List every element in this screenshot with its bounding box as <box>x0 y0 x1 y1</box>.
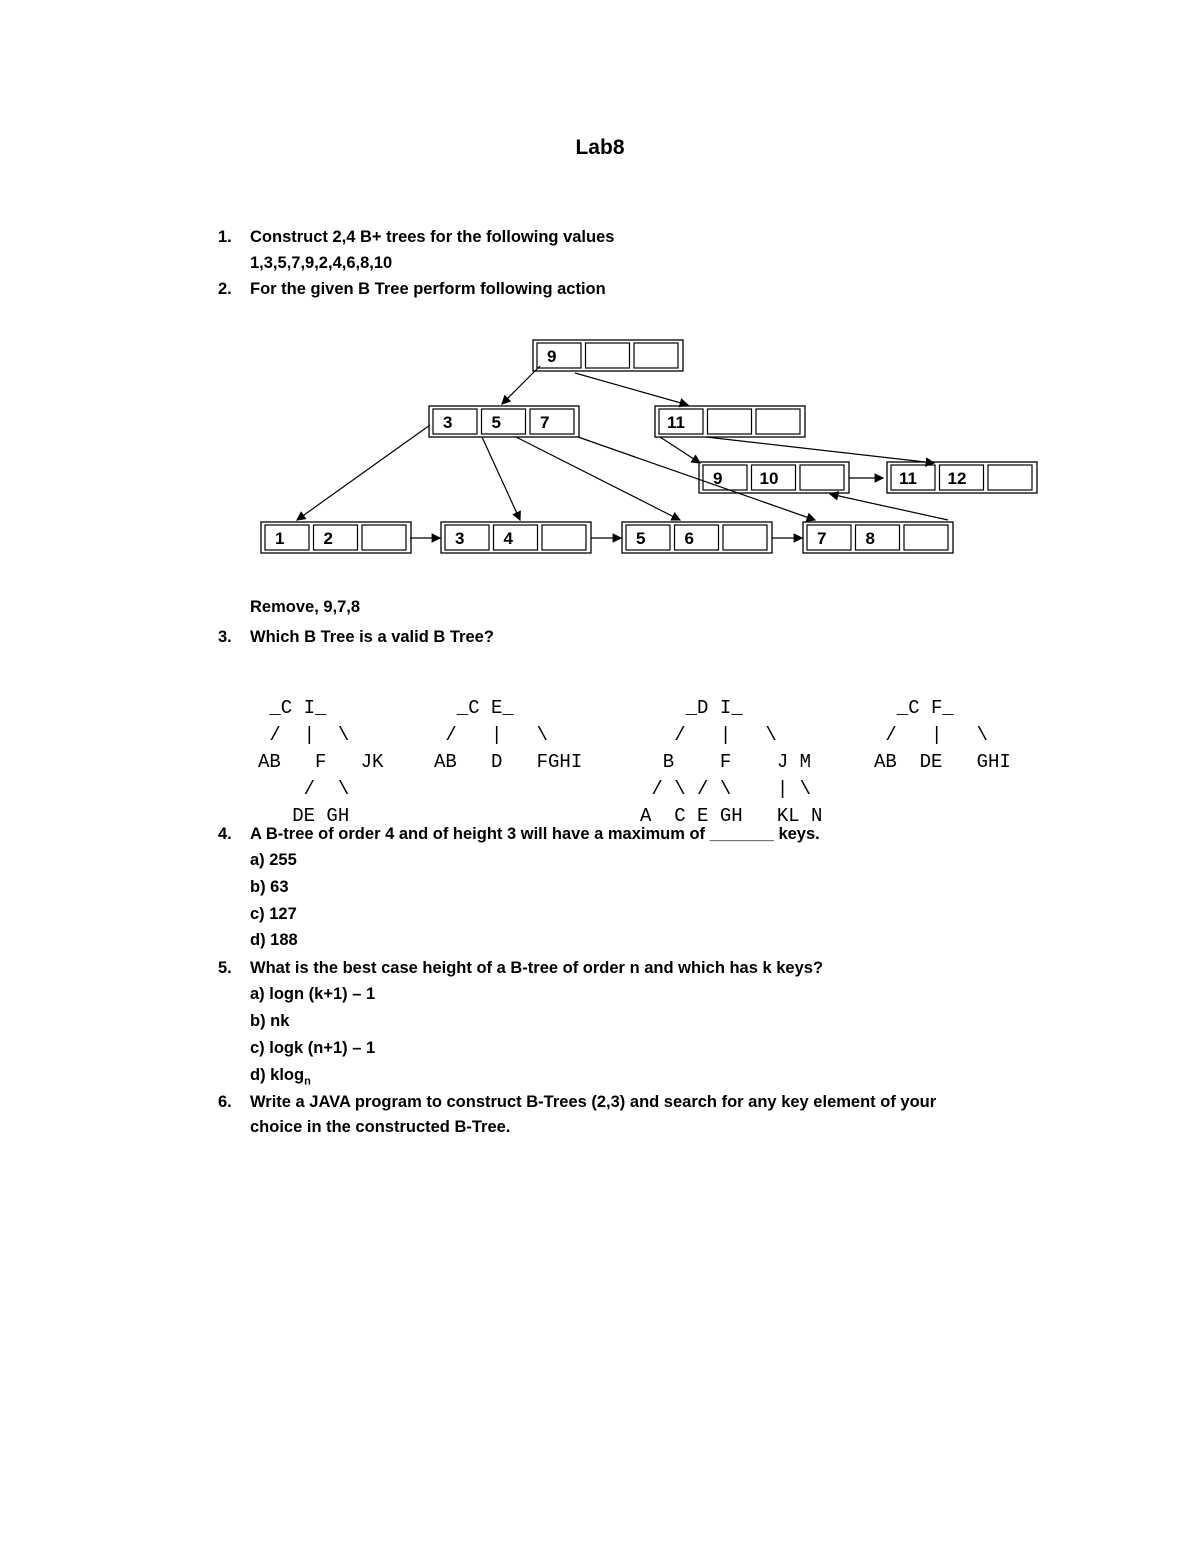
question-6-continued: choice in the constructed B-Tree. <box>250 1118 511 1136</box>
leaf-node-5-6 <box>622 522 772 553</box>
key-value: 9 <box>713 469 723 488</box>
tree-nodes <box>261 340 1037 553</box>
key-value: 8 <box>865 529 875 548</box>
key-value: 5 <box>636 529 646 548</box>
question-number: 5. <box>218 959 232 977</box>
key-value: 7 <box>817 529 827 548</box>
key-value: 6 <box>684 529 694 548</box>
root-node <box>533 340 683 371</box>
bplus-tree-diagram <box>0 320 1200 580</box>
question-text: Construct 2,4 B+ trees for the following values <box>250 228 615 246</box>
key-value: 5 <box>491 413 501 432</box>
option-d <box>250 1066 311 1087</box>
key-value: 4 <box>503 529 513 548</box>
key-value: 3 <box>455 529 465 548</box>
leaf-node-11-12 <box>887 462 1037 493</box>
tree-row: DE GH <box>258 805 350 827</box>
tree-edges <box>297 366 948 538</box>
question-text: A B-tree of order 4 and of height 3 will have a maximum of _______ keys. <box>250 825 820 843</box>
key-value: 11 <box>899 469 917 488</box>
question-text: For the given B Tree perform following action <box>250 280 606 298</box>
question-text: Write a JAVA program to construct B-Trees (2,3) and search for any key element of your <box>250 1093 937 1111</box>
question-number: 6. <box>218 1093 232 1111</box>
question-number: 2. <box>218 280 232 298</box>
key-value: 3 <box>443 413 453 432</box>
key-value: 10 <box>759 469 779 488</box>
page-title: Lab8 <box>575 136 625 159</box>
internal-node-left <box>429 406 579 437</box>
option-a: a) logn (k+1) – 1 <box>250 985 376 1003</box>
option-subscript: n <box>304 1075 311 1088</box>
question-number: 1. <box>218 228 232 246</box>
tree-row: / \ / \ | \ <box>640 778 812 800</box>
leaf-node-9-10 <box>699 462 849 493</box>
tree-row: A C E GH KL N <box>640 805 823 827</box>
tree-row: AB DE GHI <box>874 751 1011 773</box>
tree-row: / | \ <box>640 724 777 746</box>
question-1-values: 1,3,5,7,9,2,4,6,8,10 <box>250 254 393 272</box>
leaf-node-1-2 <box>261 522 411 553</box>
option-c: c) logk (n+1) – 1 <box>250 1039 376 1057</box>
tree-row: / | \ <box>434 724 549 746</box>
tree-row: AB D FGHI <box>434 751 583 773</box>
question-number: 3. <box>218 628 232 646</box>
option-b: b) 63 <box>250 878 289 896</box>
key-value: 1 <box>275 529 285 548</box>
tree-row: / | \ <box>874 724 989 746</box>
option-text: d) klog <box>250 1066 305 1084</box>
option-b: b) nk <box>250 1012 290 1030</box>
tree-row: / | \ <box>258 724 350 746</box>
internal-node-right <box>655 406 805 437</box>
tree-row: _C E_ <box>434 697 514 719</box>
key-value: 9 <box>547 347 557 366</box>
leaf-node-3-4 <box>441 522 591 553</box>
tree-row: B F J M <box>640 751 812 773</box>
btree-option-4 <box>874 668 1011 803</box>
tree-row: / \ <box>258 778 350 800</box>
question-text: What is the best case height of a B-tree of order n and which has k keys? <box>250 959 824 977</box>
question-2-action: Remove, 9,7,8 <box>250 598 361 616</box>
btree-option-2 <box>434 668 582 803</box>
option-d: d) 188 <box>250 931 298 949</box>
tree-row: _D I_ <box>640 697 743 719</box>
option-c: c) 127 <box>250 905 297 923</box>
question-text: Which B Tree is a valid B Tree? <box>250 628 494 646</box>
tree-row: _C I_ <box>258 697 327 719</box>
tree-row: AB F JK <box>258 751 384 773</box>
key-value: 12 <box>947 469 967 488</box>
leaf-node-7-8 <box>803 522 953 553</box>
tree-row: _C F_ <box>874 697 954 719</box>
key-value: 11 <box>667 413 685 432</box>
option-a: a) 255 <box>250 851 297 869</box>
question-number: 4. <box>218 825 232 843</box>
key-value: 2 <box>323 529 333 548</box>
key-value: 7 <box>540 413 550 432</box>
